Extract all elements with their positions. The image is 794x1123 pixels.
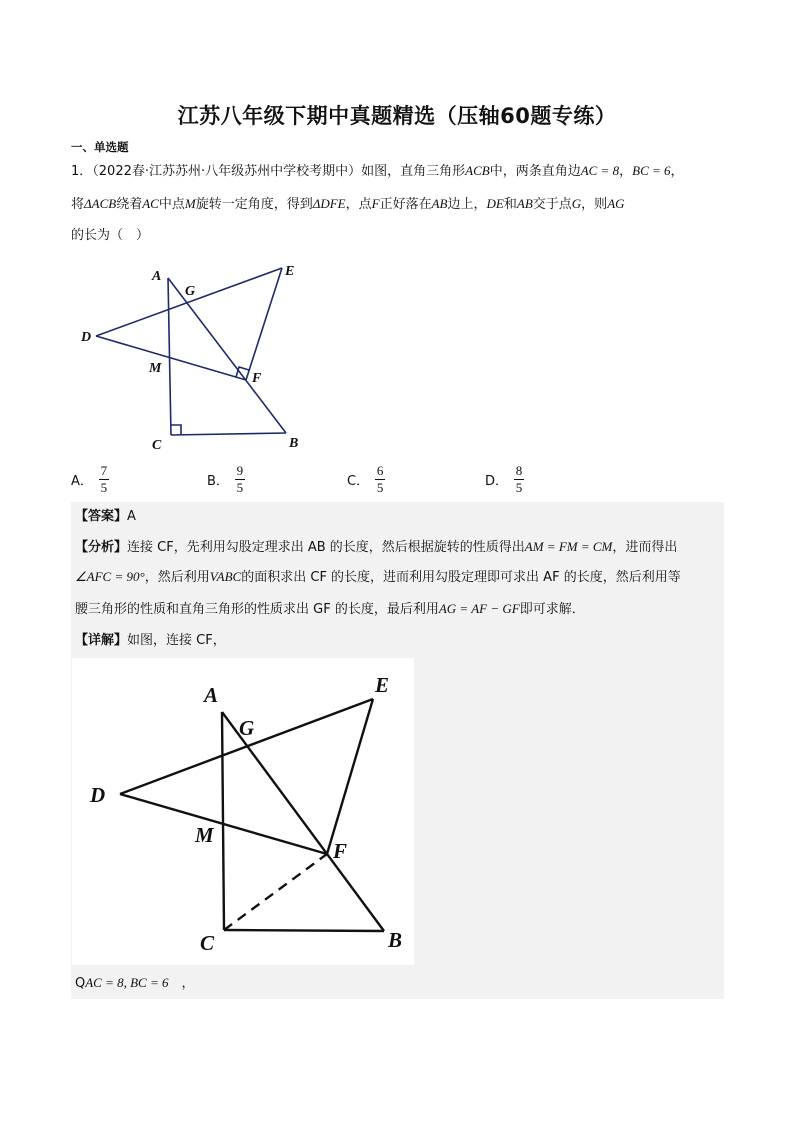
math-term: AC bbox=[142, 196, 159, 211]
segment-ef bbox=[246, 268, 282, 380]
stem-text: 旋转一定角度，得到 bbox=[195, 197, 313, 212]
figure-2 bbox=[72, 658, 414, 965]
math-term: ∠AFC = 90° bbox=[75, 569, 145, 584]
question-source: （2022春·江苏苏州·八年级苏州中学校考期中） bbox=[92, 164, 362, 179]
math-term: AM = FM = CM bbox=[524, 539, 613, 554]
segment-df bbox=[96, 336, 246, 380]
analysis-tag: 【分析】 bbox=[75, 540, 128, 555]
answer-line bbox=[75, 507, 725, 527]
analysis-text: ，然后利用 bbox=[144, 570, 210, 585]
label-e: E bbox=[285, 264, 295, 279]
label-e: E bbox=[375, 673, 390, 697]
segment-ac bbox=[222, 712, 224, 930]
math-term: BC = 6 bbox=[632, 163, 671, 178]
question-line-3: 的长为（ ） bbox=[71, 228, 150, 243]
given-tail: ， bbox=[168, 976, 195, 991]
math-term: AG bbox=[607, 196, 625, 211]
segment-cb bbox=[171, 433, 286, 435]
math-term: DE bbox=[486, 196, 504, 211]
detail-text: 如图，连接 CF， bbox=[127, 633, 226, 648]
analysis-text: ，进而得出 bbox=[612, 540, 678, 555]
option-a[interactable] bbox=[71, 464, 109, 495]
math-term: AG = AF − GF bbox=[438, 601, 520, 616]
since-symbol: Q bbox=[75, 976, 86, 991]
math-term: AB bbox=[431, 196, 448, 211]
label-g: G bbox=[185, 284, 196, 299]
page-title: 江苏八年级下期中真题精选（压轴60题专练） bbox=[177, 104, 617, 128]
stem-text: 如图，直角三角形 bbox=[361, 164, 466, 179]
option-d[interactable] bbox=[485, 464, 524, 495]
stem-text: 中点 bbox=[158, 197, 185, 212]
analysis-line-2 bbox=[75, 567, 725, 588]
math-term: AB bbox=[516, 196, 533, 211]
given-line bbox=[75, 973, 725, 994]
option-fraction: $\frac{7}{5}$ bbox=[100, 463, 108, 495]
option-fraction: $\frac{6}{5}$ bbox=[376, 463, 384, 495]
option-letter: B． bbox=[207, 474, 229, 489]
math-term: G bbox=[571, 196, 582, 211]
option-letter: A． bbox=[71, 474, 93, 489]
stem-text: 边上， bbox=[447, 197, 487, 212]
option-letter: D． bbox=[485, 474, 509, 489]
analysis-text: 即可求解． bbox=[519, 602, 585, 617]
math-term: ΔDFE bbox=[312, 196, 346, 211]
answer-tag: 【答案】 bbox=[75, 509, 128, 524]
segment-de bbox=[120, 699, 373, 794]
question-number: 1． bbox=[71, 164, 93, 179]
label-d: D bbox=[81, 330, 92, 345]
analysis-text: 腰三角形的性质和直角三角形的性质求出 GF 的长度，最后利用 bbox=[75, 602, 439, 617]
label-b: B bbox=[289, 436, 299, 451]
question-line-1: 1．（2022春·江苏苏州·八年级苏州中学校考期中）如图，直角三角形ACB中，两条直角边AC = 8，BC = 6， bbox=[71, 163, 684, 179]
stem-text: 中，两条直角边 bbox=[489, 164, 581, 179]
label-a: A bbox=[204, 683, 219, 707]
math-term: M bbox=[184, 196, 196, 211]
math-term: AC = 8 bbox=[580, 163, 620, 178]
segment-cb bbox=[224, 930, 384, 931]
analysis-line-3 bbox=[75, 599, 725, 620]
stem-text: 将 bbox=[71, 197, 85, 212]
stem-text: 正好落在 bbox=[379, 197, 432, 212]
label-c: C bbox=[152, 438, 162, 453]
option-fraction: $\frac{8}{5}$ bbox=[515, 463, 523, 495]
label-g: G bbox=[239, 716, 255, 740]
segment-ab bbox=[168, 278, 286, 433]
label-f: F bbox=[333, 839, 348, 863]
figure-1 bbox=[74, 258, 314, 458]
detail-tag: 【详解】 bbox=[75, 633, 128, 648]
option-letter: C． bbox=[347, 474, 370, 489]
segment-cf-dashed bbox=[224, 854, 327, 930]
label-f: F bbox=[252, 371, 262, 386]
segment-ef bbox=[327, 699, 373, 854]
figure-2-frame bbox=[72, 658, 414, 965]
option-b[interactable] bbox=[207, 464, 245, 495]
question-line-2 bbox=[71, 191, 726, 218]
segment-de bbox=[96, 268, 282, 336]
section-heading: 一、单选题 bbox=[71, 140, 129, 154]
stem-text: ，点 bbox=[345, 197, 372, 212]
label-d: D bbox=[90, 783, 106, 807]
math-term: AC = 8, BC = 6 bbox=[85, 975, 169, 990]
detail-line bbox=[75, 631, 725, 651]
stem-text: 交于点 bbox=[532, 197, 572, 212]
math-term: F bbox=[371, 196, 380, 211]
math-term: ΔACB bbox=[84, 196, 117, 211]
label-a: A bbox=[152, 269, 162, 284]
stem-text: ，则 bbox=[581, 197, 608, 212]
math-term: ACB bbox=[465, 163, 490, 178]
analysis-text: 连接 CF，先利用勾股定理求出 AB 的长度，然后根据旋转的性质得出 bbox=[127, 540, 525, 555]
label-m: M bbox=[195, 823, 214, 847]
stem-text: 绕着 bbox=[116, 197, 143, 212]
stem-text: 和 bbox=[503, 197, 517, 212]
label-m: M bbox=[149, 361, 162, 376]
label-c: C bbox=[200, 931, 215, 955]
analysis-text: 的面积求出 CF 的长度，进而利用勾股定理即可求出 AF 的长度，然后利用等 bbox=[241, 570, 681, 585]
answer-value: A bbox=[127, 509, 136, 524]
option-c[interactable] bbox=[347, 464, 385, 495]
right-angle-mark-c bbox=[171, 425, 181, 435]
math-term: VABC bbox=[209, 569, 242, 584]
label-b: B bbox=[388, 928, 403, 952]
option-fraction: $\frac{9}{5}$ bbox=[236, 463, 244, 495]
analysis-line-1 bbox=[75, 537, 725, 558]
answer-options bbox=[71, 464, 726, 500]
